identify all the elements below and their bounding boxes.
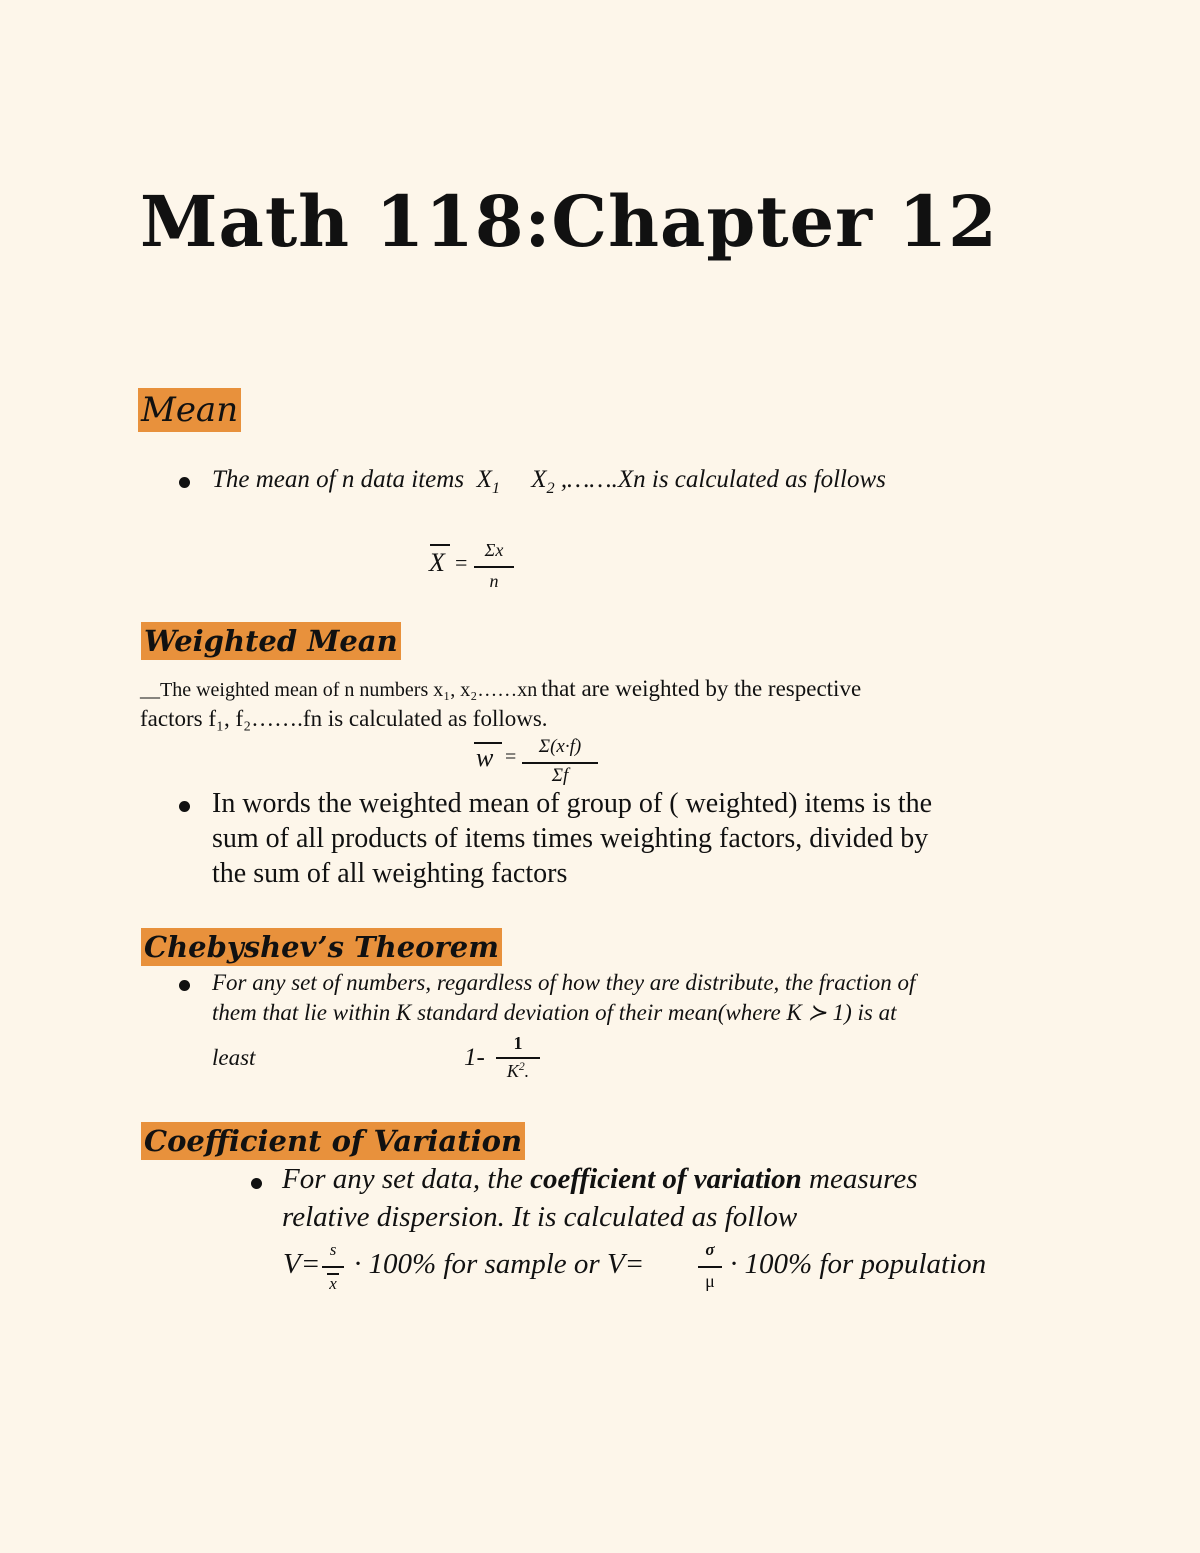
section-heading-coefficient-of-variation — [141, 1122, 525, 1160]
x1-symbol: X — [476, 466, 492, 493]
heading-text: Weighted Mean — [144, 624, 398, 658]
cv-line-1 — [282, 1163, 918, 1196]
cv-population-numerator: σ — [705, 1240, 715, 1259]
mean-desc-post: ,…….Xn is calculated as follows — [560, 466, 886, 493]
heading-text: Chebyshev’s Theorem — [144, 930, 499, 964]
weighted-line-2: factors f₁, f₂…….fn is calculated as follows. — [140, 706, 548, 731]
cv-line-1-post: measures — [809, 1163, 918, 1195]
cv-sample-denominator: x — [329, 1274, 337, 1293]
chebyshev-formula-numerator: 1 — [513, 1033, 523, 1053]
cv-sample-lhs: V= — [283, 1248, 321, 1280]
weighted-fraction-bar — [522, 762, 598, 764]
x2-subscript: 2 — [546, 479, 555, 497]
weighted-formula-numerator: Σ(x·f) — [538, 736, 582, 757]
heading-text: Coefficient of Variation — [144, 1124, 523, 1158]
weighted-line-1-small: __The weighted mean of n numbers x₁, x₂……xn — [140, 679, 538, 701]
cv-line-2: relative dispersion. It is calculated as follow — [282, 1201, 798, 1233]
mean-formula-equals: = — [455, 550, 468, 575]
chebyshev-fraction-bar — [496, 1057, 540, 1059]
chebyshev-den-base: K — [506, 1061, 519, 1081]
mean-desc-pre: The mean of n data items — [212, 466, 465, 493]
bullet-icon — [179, 801, 190, 812]
weighted-bullet-line-3: the sum of all weighting factors — [212, 858, 568, 889]
chebyshev-formula-denominator — [496, 1060, 540, 1082]
mean-formula-denominator: n — [489, 571, 499, 591]
cv-population-fraction-bar — [698, 1266, 722, 1268]
chebyshev-den-exponent: 2 — [518, 1060, 525, 1073]
chebyshev-line-3: least — [212, 1045, 256, 1070]
chebyshev-den-dot: . — [524, 1061, 530, 1081]
cv-line-1-pre: For any set data, the — [282, 1163, 523, 1195]
cv-sample-rest: · 100% for sample or V= — [354, 1248, 645, 1280]
x1-subscript: 1 — [491, 479, 500, 497]
mean-fraction-bar — [474, 566, 514, 568]
chebyshev-line-1: For any set of numbers, regardless of how they are distribute, the fraction of — [212, 970, 916, 995]
page-title: Math 118:Chapter 12 — [140, 180, 998, 263]
chebyshev-formula-one: 1- — [464, 1044, 485, 1071]
section-heading-mean — [138, 388, 241, 432]
x2-symbol: X — [531, 466, 547, 493]
weighted-formula-equals: = — [505, 746, 517, 768]
heading-text: Mean — [141, 390, 239, 430]
weighted-formula-denominator: Σf — [551, 765, 569, 786]
cv-population-rest: · 100% for population — [730, 1248, 987, 1280]
weighted-line-1 — [140, 676, 861, 702]
cv-population-denominator: μ — [705, 1271, 715, 1291]
mean-formula-lhs: X — [429, 548, 445, 577]
weighted-formula-lhs: w — [476, 743, 494, 772]
mean-formula-numerator: Σx — [484, 540, 504, 560]
chebyshev-line-2: them that lie within K standard deviation of their mean(where K ≻ 1) is at — [212, 1000, 897, 1025]
bullet-icon — [179, 980, 190, 991]
section-heading-chebyshev — [141, 928, 502, 966]
cv-sample-fraction-bar — [322, 1266, 344, 1268]
weighted-bullet-line-1: In words the weighted mean of group of ( weighted) items is the — [212, 788, 933, 819]
cv-term: coefficient of variation — [530, 1163, 802, 1195]
weighted-bullet-line-2: sum of all products of items times weighting factors, divided by — [212, 823, 929, 854]
bullet-icon — [179, 477, 190, 488]
mean-description — [212, 466, 886, 498]
weighted-line-1-rest: that are weighted by the respective — [541, 676, 862, 701]
bullet-icon — [251, 1178, 262, 1189]
section-heading-weighted-mean — [141, 622, 401, 660]
cv-sample-numerator: s — [329, 1240, 337, 1259]
